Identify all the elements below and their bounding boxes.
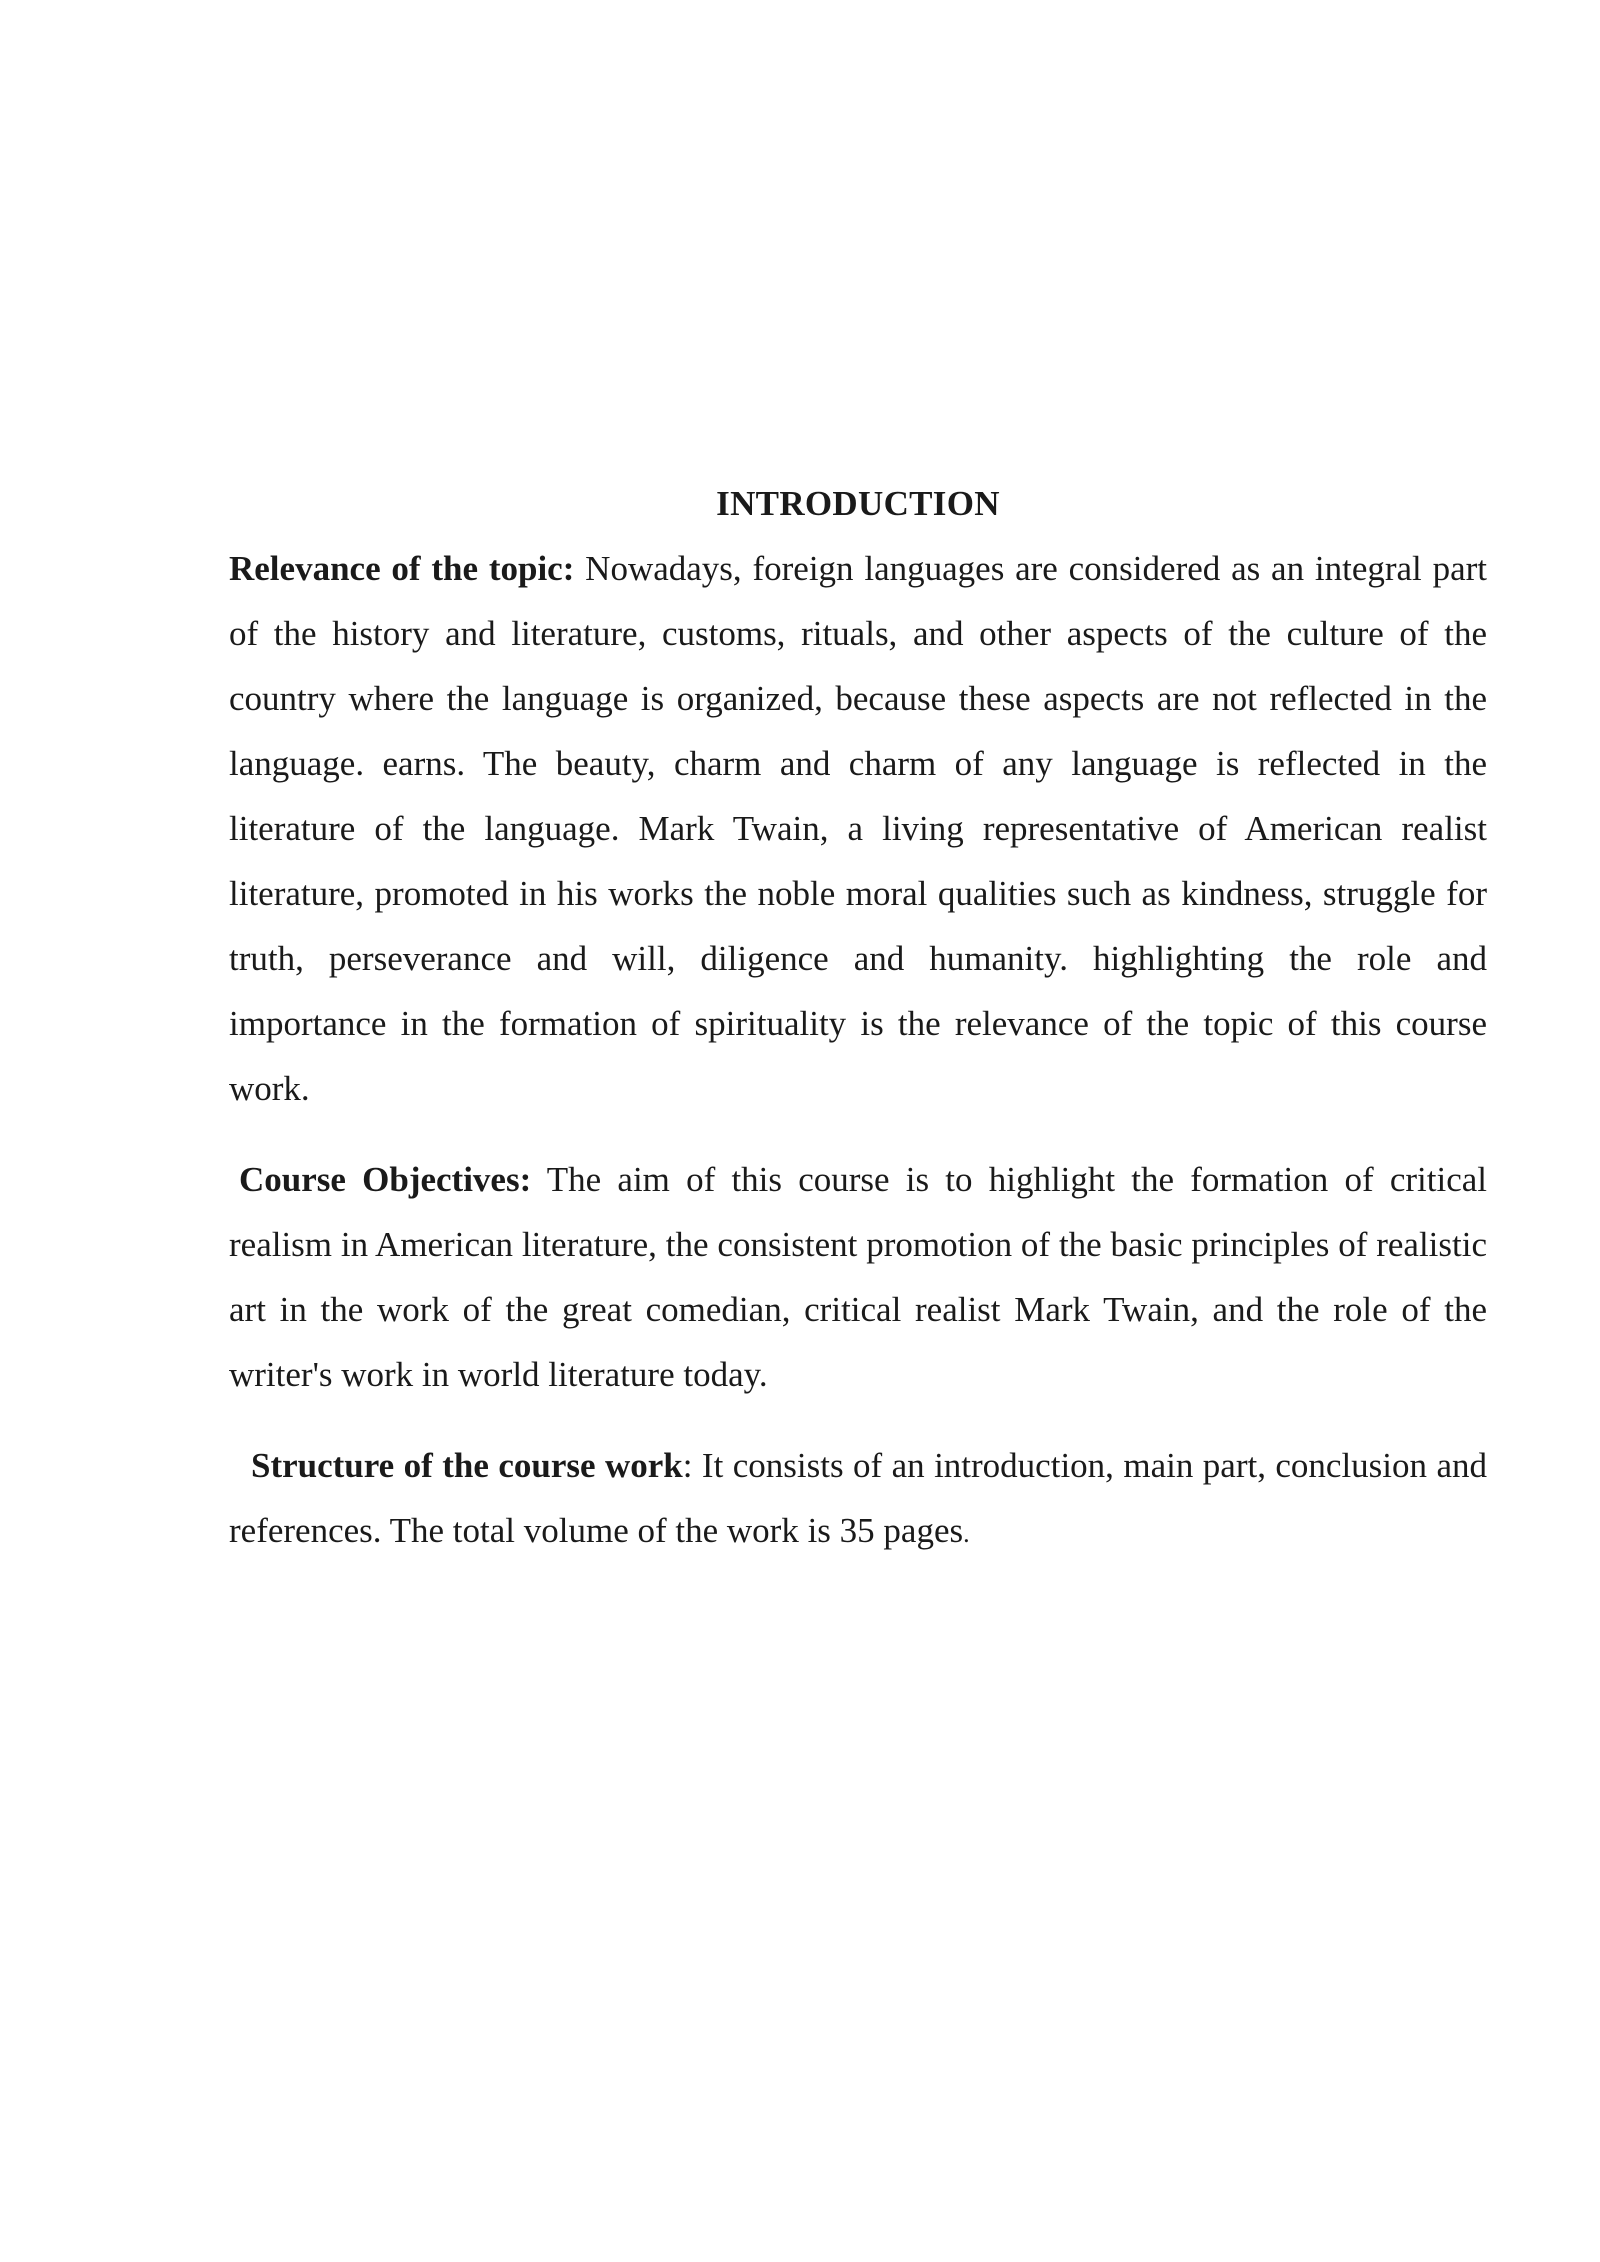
relevance-heading: Relevance of the topic: bbox=[229, 549, 575, 588]
page-title: INTRODUCTION bbox=[716, 484, 1000, 523]
objectives-paragraph bbox=[229, 1147, 1487, 1407]
document-body bbox=[229, 471, 1487, 1566]
structure-heading: Structure of the course work bbox=[251, 1446, 683, 1485]
objectives-heading: Course Objectives: bbox=[239, 1160, 532, 1199]
structure-end-period: . bbox=[963, 1519, 970, 1548]
objectives-text: The aim of this course is to highlight the formation of critical realism in American literature, the consistent promotion of the basic principles of realistic art in the work of the great comedian, critical realist Mark Twain, and the role of the writer's work in world literature today. bbox=[229, 1160, 1487, 1394]
relevance-paragraph bbox=[229, 536, 1487, 1121]
structure-text: : It consists of an introduction, main part, conclusion and references. The total volume of the work is 35 pages bbox=[229, 1446, 1487, 1550]
structure-paragraph bbox=[229, 1433, 1487, 1566]
relevance-text: Nowadays, foreign languages are considered as an integral part of the history and literature, customs, rituals, and other aspects of the culture of the country where the language is organized, because these aspects are not reflected in the language. earns. The beauty, charm and charm of any language is reflected in the literature of the language. Mark Twain, a living representative of American realist literature, promoted in his works the noble moral qualities such as kindness, struggle for truth, perseverance and will, diligence and humanity. highlighting the role and importance in the formation of spirituality is the relevance of the topic of this course work. bbox=[229, 549, 1487, 1108]
